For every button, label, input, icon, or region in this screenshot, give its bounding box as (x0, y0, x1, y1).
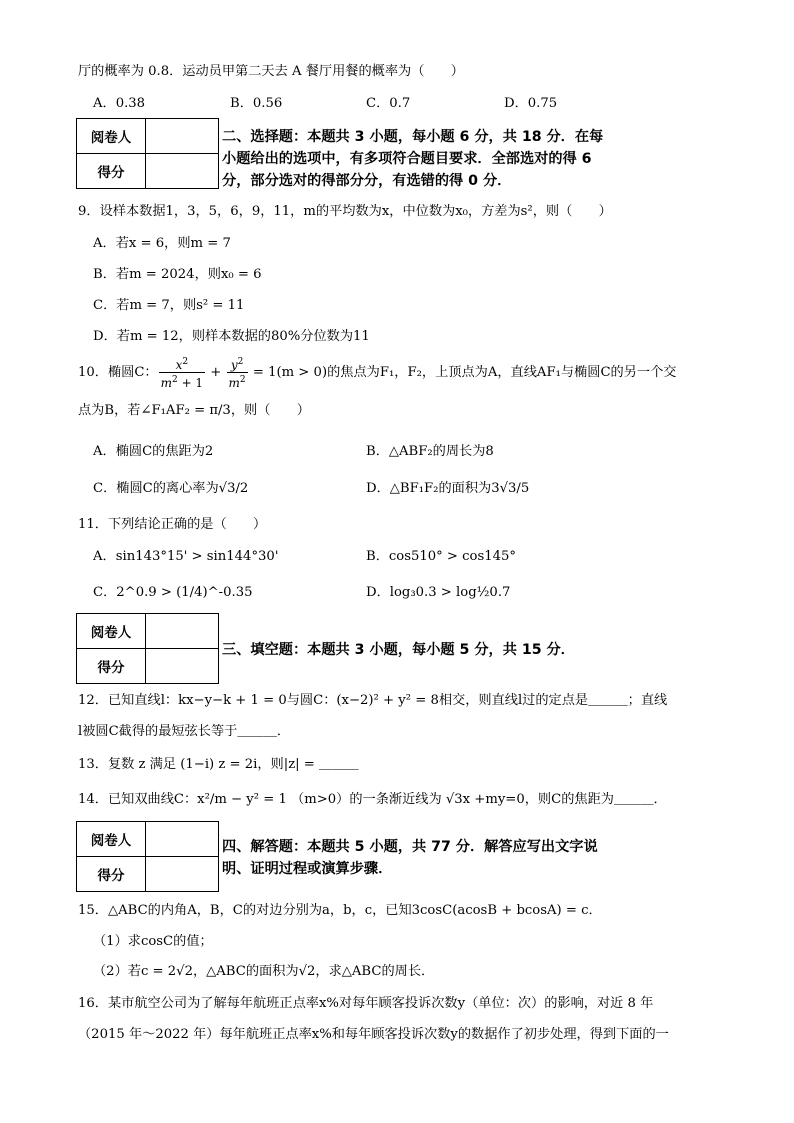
section-2-heading: 二、选择题：本题共 3 小题，每小题 6 分，共 18 分．在每 小题给出的选项中，有多项符合题目要求．全部选对的得 6 分，部分选对的得部分分，有选错的得 0 分． (222, 129, 604, 189)
q15-part2: （2）若c = 2√2，△ABC的面积为√2，求△ABC的周长． (93, 964, 435, 979)
q12-line2: l被圆C截得的最短弦长等于＿＿＿． (78, 724, 291, 739)
score-label: 得分 (77, 857, 146, 892)
q16-line2: （2015 年～2022 年）每年航班正点率x%和每年顾客投诉次数y的数据作了初步处理，得到下面的一 (78, 1027, 669, 1042)
q10-option-b: B．△ABF₂的周长为8 (366, 444, 494, 459)
q8-tail: 厅的概率为 0.8．运动员甲第二天去 A 餐厅用餐的概率为（ ） (78, 64, 464, 79)
q11-option-a: A．sin143°15' > sin144°30' (93, 549, 279, 564)
q16-line1: 16．某市航空公司为了解每年航班正点率x%对每年顾客投诉次数y（单位：次）的影响，对近 8 年 (78, 996, 654, 1011)
score-cell (146, 857, 219, 892)
section-3-heading: 三、填空题：本题共 3 小题，每小题 5 分，共 15 分． (222, 642, 575, 658)
grader-cell (146, 822, 219, 857)
q8-option-b: B．0.56 (230, 96, 283, 111)
grader-table (76, 118, 219, 189)
q11-stem: 11．下列结论正确的是（ ） (78, 517, 267, 532)
q9-option-a: A．若x = 6，则m = 7 (93, 236, 231, 251)
q9-option-c: C．若m = 7，则s² = 11 (93, 298, 245, 313)
q9-option-d: D．若m = 12，则样本数据的80%分位数为11 (93, 329, 370, 344)
score-label: 得分 (77, 649, 146, 684)
q10-stem: 10．椭圆C： $\frac{x^2}{m^2 + 1}$ + $\frac{y^2}{m^2}$ = 1(m > 0)的焦点为F₁，F₂，上顶点为A，直线AF₁与椭圆C的另一个交 (78, 357, 677, 390)
grader-cell (146, 614, 219, 649)
grader-label: 阅卷人 (77, 119, 146, 154)
q9-stem: 9．设样本数据1，3，5，6，9，11，m的平均数为x，中位数为x₀，方差为s²，则（ ） (78, 204, 612, 219)
q8-option-d: D．0.75 (504, 96, 558, 111)
q11-option-c: C．2^0.9 > (1/4)^-0.35 (93, 585, 253, 600)
q10-option-c: C．椭圆C的离心率为√3/2 (93, 481, 249, 496)
q10-option-a: A．椭圆C的焦距为2 (93, 444, 214, 459)
score-cell (146, 154, 219, 189)
grader-table (76, 821, 219, 892)
q8-option-a: A．0.38 (93, 96, 146, 111)
q8-option-c: C．0.7 (366, 96, 411, 111)
q11-option-b: B．cos510° > cos145° (366, 549, 517, 564)
grader-label: 阅卷人 (77, 822, 146, 857)
q13-stem: 13．复数 z 满足 (1−i) z = 2i，则|z| = ＿＿＿ (78, 757, 359, 772)
q12-line1: 12．已知直线l：kx−y−k + 1 = 0与圆C：(x−2)² + y² = 8相交，则直线l过的定点是＿＿＿；直线 (78, 693, 668, 708)
q9-option-b: B．若m = 2024，则x₀ = 6 (93, 267, 262, 282)
q14-stem: 14．已知双曲线C：x²/m − y² = 1 （m>0）的一条渐近线为 √3x +my=0，则C的焦距为＿＿＿． (78, 792, 667, 807)
q15-part1: （1）求cosC的值； (93, 934, 213, 949)
q10-line2: 点为B，若∠F₁AF₂ = π/3，则（ ） (78, 403, 310, 418)
section-4-heading: 四、解答题：本题共 5 小题，共 77 分．解答应写出文字说 明、证明过程或演算步骤． (222, 839, 598, 877)
score-label: 得分 (77, 154, 146, 189)
q10-option-d: D．△BF₁F₂的面积为3√3/5 (366, 481, 530, 496)
q11-option-d: D．log₃0.3 > log½0.7 (366, 585, 511, 600)
q15-stem: 15．△ABC的内角A，B，C的对边分别为a，b，c，已知3cosC(acosB + bcosA) = c． (78, 903, 602, 918)
grader-label: 阅卷人 (77, 614, 146, 649)
grader-cell (146, 119, 219, 154)
grader-table (76, 613, 219, 684)
score-cell (146, 649, 219, 684)
